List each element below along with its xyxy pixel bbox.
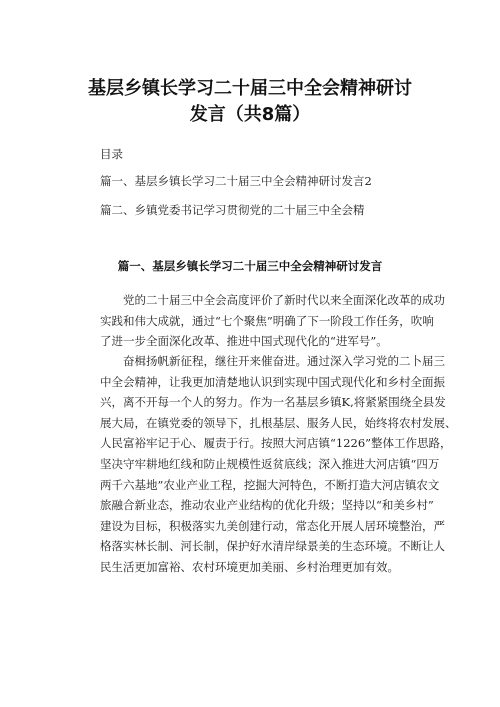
paragraph-line: 民生活更加富裕、农村环境更加美丽、乡村治理更加有效。 xyxy=(100,559,399,574)
section-heading: 篇一、基层乡镇长学习二十届三中全会精神研讨发言 xyxy=(117,259,383,273)
paragraph-line: 奋楫扬帆新征程，继往开来催奋进。通过深入学习党的二卜届三 xyxy=(123,354,445,368)
paragraph-line: 实践和伟大成就，通过“七个聚焦”明确了下一阶段工作任务，吹响 xyxy=(100,313,434,328)
toc-item-1[interactable]: 篇一、基层乡镇长学习二十届三中全会精神研讨发言2 xyxy=(100,174,372,188)
paragraph-line: 人民富裕牢记于心、履责于行。按照大河店镇“1226”整体工作思路， xyxy=(100,436,452,451)
toc-heading: 目录 xyxy=(100,147,123,161)
paragraph-line: 展大局，在镇党委的领导下，扎根基层、服务人民，始终将农村发展、 xyxy=(100,415,457,430)
document-title-line-1: 基层乡镇长学习二十届三中全会精神研讨 xyxy=(88,78,412,99)
document-title-line-2: 发言（共8篇） xyxy=(189,104,311,125)
paragraph-line: 中全会精神，让我更加清楚地认识到实现中国式现代化和乡村全面振 xyxy=(100,374,445,389)
paragraph-line: 了进一步全面深化改革、推进中国式现代化的“进军号”。 xyxy=(100,334,388,349)
paragraph-line: 两千六基地”农业产业工程，挖掘大河特色，不断打造大河店镇农文 xyxy=(100,477,440,492)
paragraph-line: 兴，离不开每一个人的努力。作为一名基层乡镇K,将紧紧围绕全县发 xyxy=(100,395,446,410)
paragraph-line: 旅融合新业态，推动农业产业结构的优化升级；坚持以“和美乡村” xyxy=(100,498,434,513)
body-paragraph-2 xyxy=(100,351,457,578)
paragraph-line: 格落实林长制、河长制，保护好水清岸绿景美的生态环境。不断让人 xyxy=(100,539,445,554)
body-paragraph-1 xyxy=(100,290,445,352)
toc-item-2[interactable]: 篇二、乡镇党委书记学习贯彻党的二十届三中全会精 xyxy=(100,203,365,217)
paragraph-line: 坚决守牢耕地红线和防止规模性返贫底线；深入推进大河店镇“四万 xyxy=(100,456,440,471)
paragraph-line: 党的二十届三中全会高度评价了新时代以来全面深化改革的成功 xyxy=(123,293,445,307)
paragraph-line: 建设为目标，积极落实九美创建行动，常态化开展人居环境整治，严 xyxy=(100,518,445,533)
